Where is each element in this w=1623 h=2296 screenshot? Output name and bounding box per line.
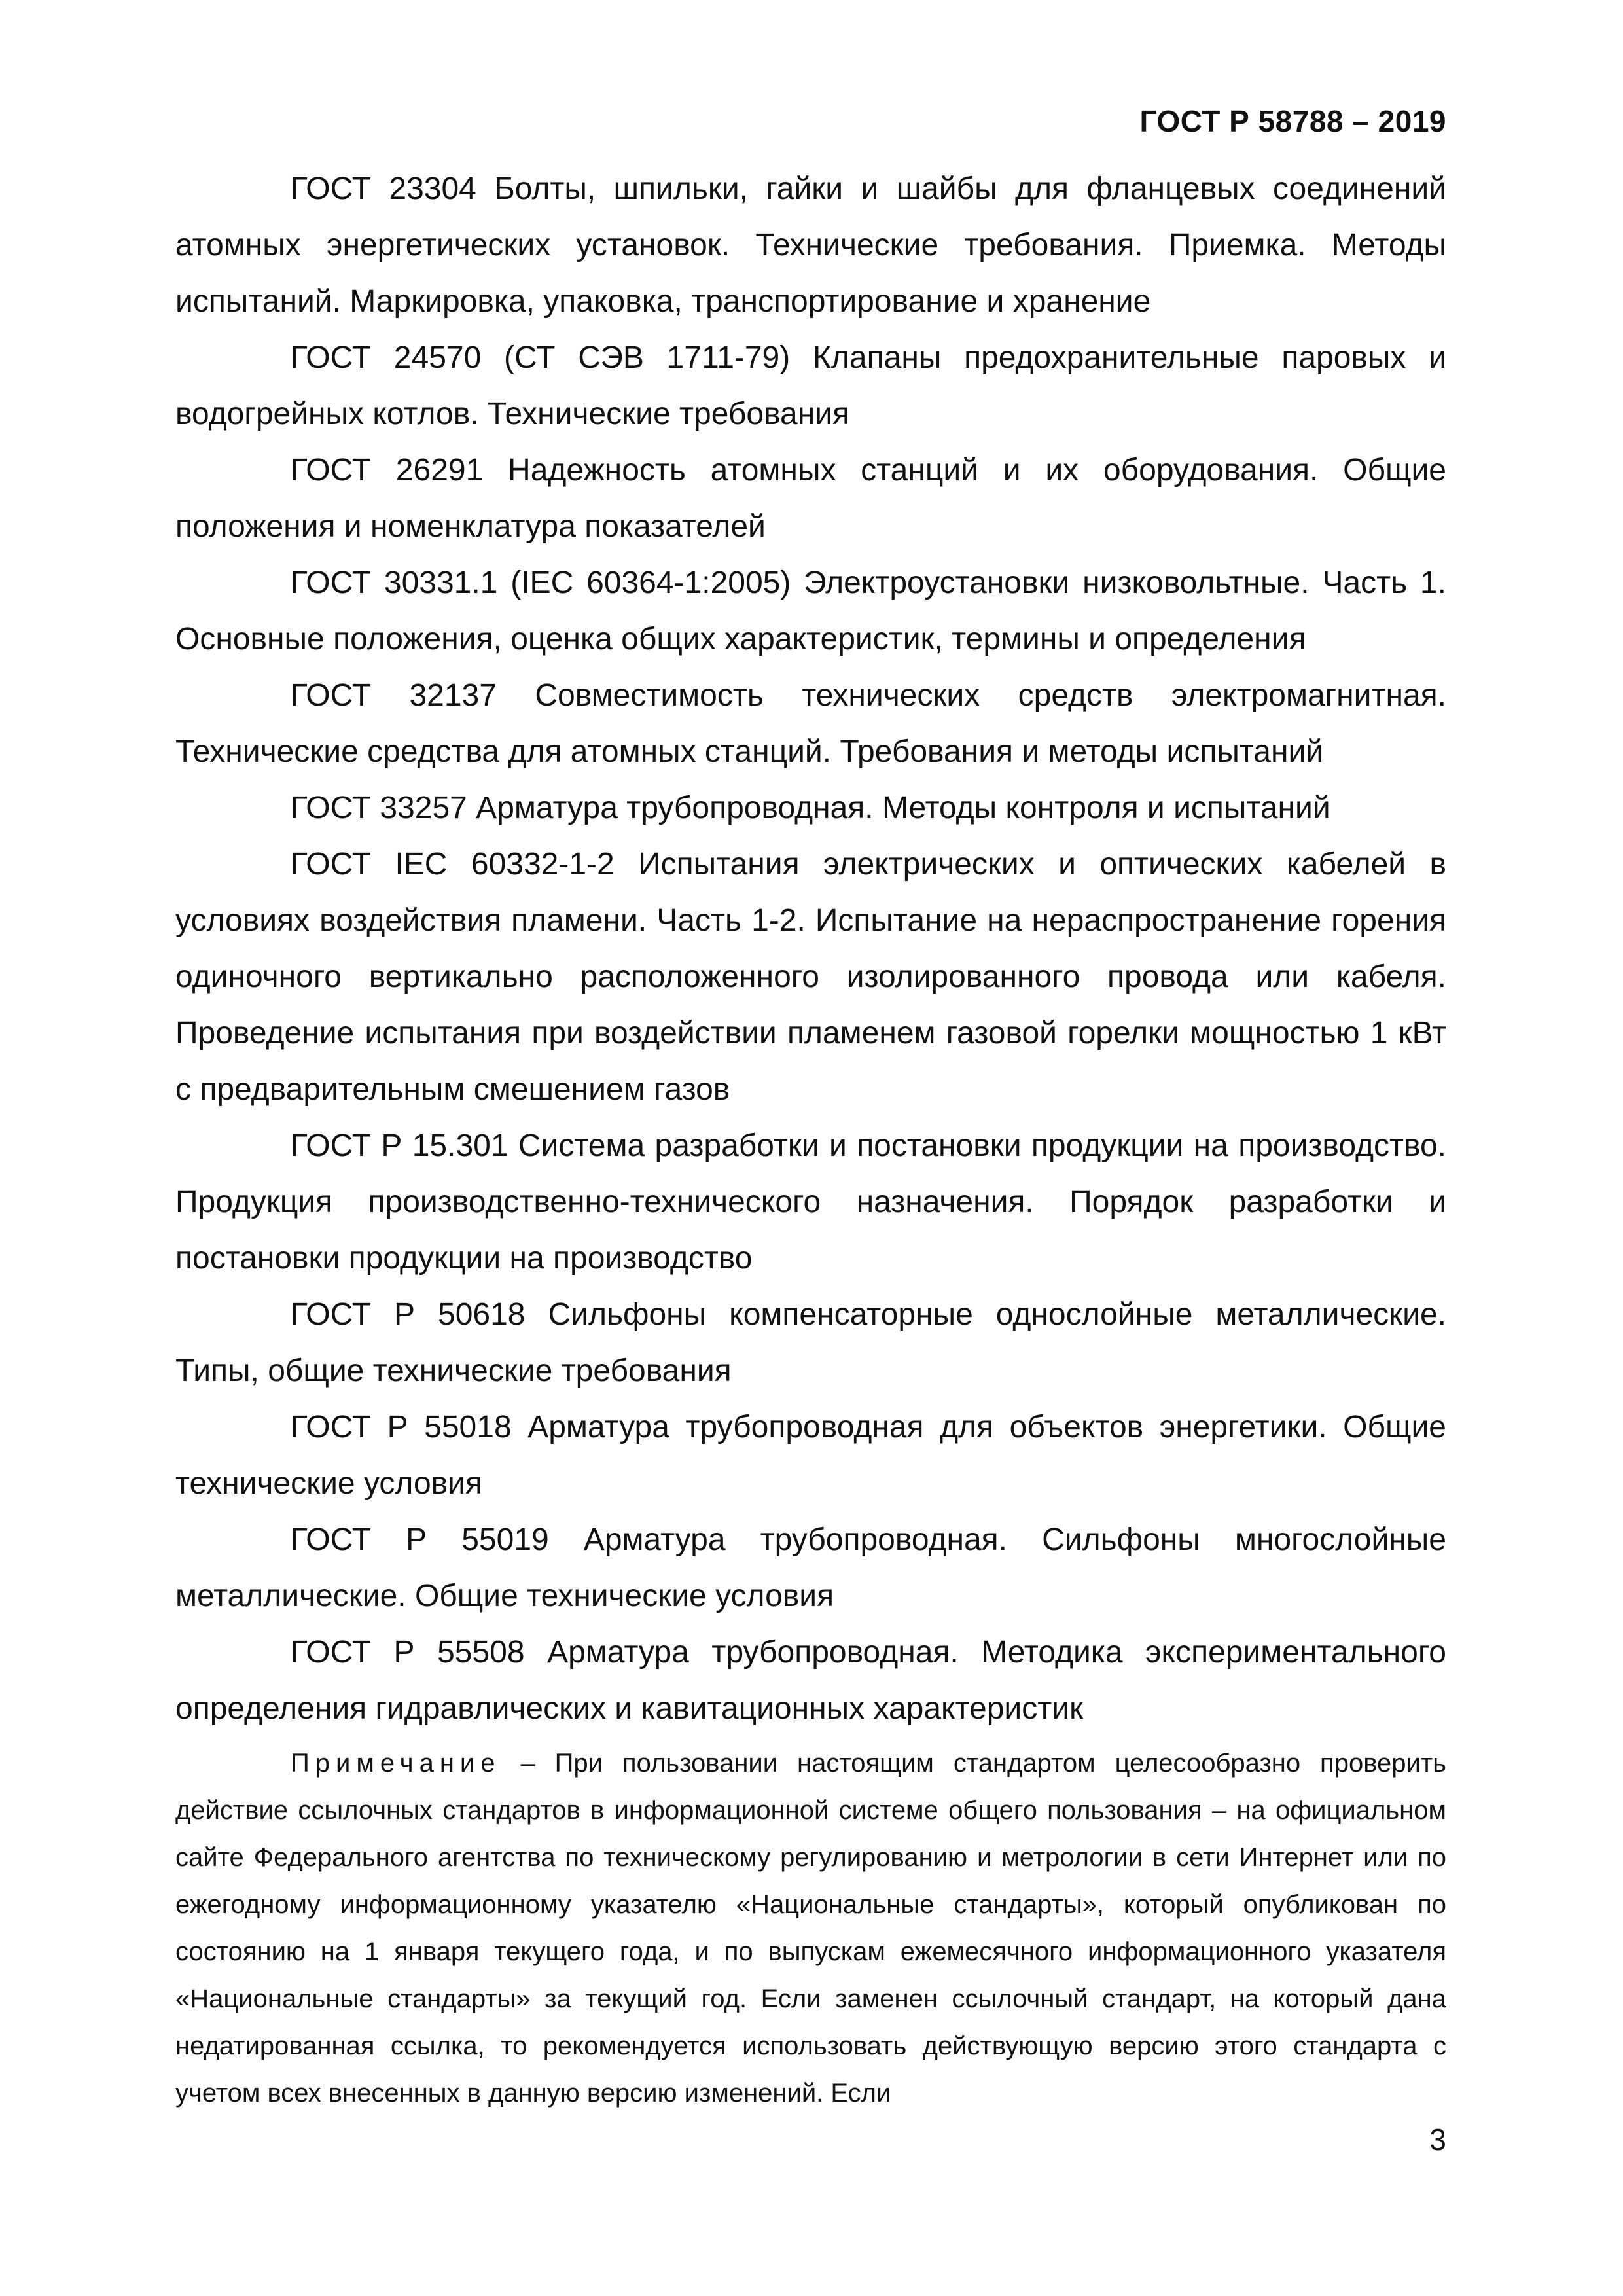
reference-paragraph: ГОСТ 23304 Болты, шпильки, гайки и шайбы для фланцевых соединений атомных энергетических установок. Технические требования. Приемка. Методы испытаний. Маркировка, упаковка, транспортирование и хранение [175, 171, 1446, 319]
reference-paragraph: ГОСТ Р 50618 Сильфоны компенсаторные однослойные металлические. Типы, общие технические требования [175, 1297, 1446, 1388]
note-block [175, 1740, 1446, 2117]
reference-paragraph: ГОСТ IEC 60332-1-2 Испытания электрических и оптических кабелей в условиях воздействия пламени. Часть 1-2. Испытание на нераспространение горения одиночного вертикально расположенного изолированного провода или кабеля. Проведение испытания при воздействии пламенем газовой горелки мощностью 1 кВт с предварительным смешением газов [175, 847, 1446, 1107]
reference-paragraph: ГОСТ 30331.1 (IEC 60364-1:2005) Электроустановки низковольтные. Часть 1. Основные положения, оценка общих характеристик, термины и определения [175, 565, 1446, 656]
reference-paragraph: ГОСТ Р 15.301 Система разработки и постановки продукции на производство. Продукция производственно-технического назначения. Порядок разработки и постановки продукции на производство [175, 1128, 1446, 1276]
reference-paragraph: ГОСТ Р 55019 Арматура трубопроводная. Сильфоны многослойные металлические. Общие технические условия [175, 1522, 1446, 1613]
document-designation: ГОСТ Р 58788 – 2019 [1139, 104, 1446, 138]
note-text: – При пользовании настоящим стандартом целесообразно проверить действие ссылочных стандартов в информационной системе общего пользования – на официальном сайте Федерального агентства по техническому регулированию и метрологии в сети Интернет или по ежегодному информационному указателю «Национальные стандарты», который опубликован по состоянию на 1 января текущего года, и по выпускам ежемесячного информационного указателя «Национальные стандарты» за текущий год. Если заменен ссылочный стандарт, на который дана недатированная ссылка, то рекомендуется использовать действующую версию этого стандарта с учетом всех внесенных в данную версию изменений. Если [175, 1749, 1446, 2108]
note-paragraph [175, 1740, 1446, 2117]
page-number: 3 [1429, 2123, 1446, 2157]
reference-paragraph: ГОСТ Р 55018 Арматура трубопроводная для объектов энергетики. Общие технические условия [175, 1410, 1446, 1501]
note-label: Примечание [291, 1749, 501, 1778]
reference-paragraph: ГОСТ 32137 Совместимость технических средств электромагнитная. Технические средства для атомных станций. Требования и методы испытаний [175, 678, 1446, 769]
reference-paragraph: ГОСТ Р 55508 Арматура трубопроводная. Методика экспериментального определения гидравлических и кавитационных характеристик [175, 1635, 1446, 1726]
normative-references [175, 161, 1446, 1737]
reference-paragraph: ГОСТ 24570 (СТ СЭВ 1711-79) Клапаны предохранительные паровых и водогрейных котлов. Технические требования [175, 340, 1446, 431]
reference-paragraph: ГОСТ 26291 Надежность атомных станций и их оборудования. Общие положения и номенклатура показателей [175, 453, 1446, 544]
reference-paragraph: ГОСТ 33257 Арматура трубопроводная. Методы контроля и испытаний [291, 791, 1330, 825]
